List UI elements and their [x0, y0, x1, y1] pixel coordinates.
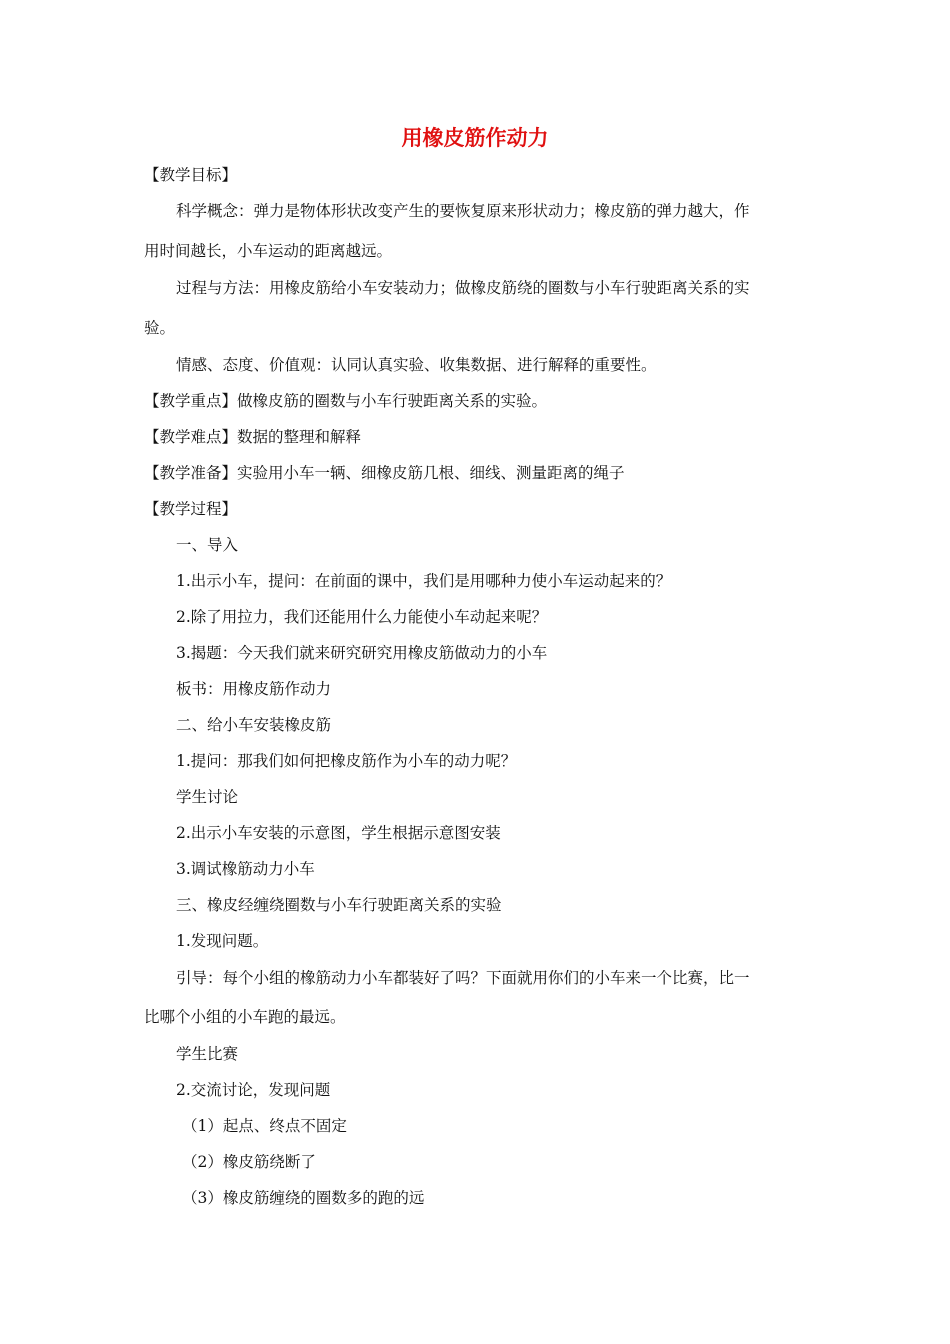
section-heading-preparation: 【教学准备】实验用小车一辆、细橡皮筋几根、细线、测量距离的绳子: [144, 464, 625, 482]
list-item: 2.交流讨论，发现问题: [176, 1081, 331, 1099]
paragraph-line: 引导：每个小组的橡筋动力小车都装好了吗？下面就用你们的小车来一个比赛，比一: [176, 969, 750, 987]
list-item: 3.调试橡筋动力小车: [176, 860, 315, 878]
list-item: 1.提问：那我们如何把橡皮筋作为小车的动力呢？: [176, 752, 517, 770]
paragraph-line: 科学概念：弹力是物体形状改变产生的要恢复原来形状动力；橡皮筋的弹力越大，作: [176, 202, 750, 220]
paragraph-line: 比哪个小组的小车跑的最远。: [144, 1008, 346, 1026]
list-item: 1.发现问题。: [176, 932, 269, 950]
section-heading-key-point: 【教学重点】做橡皮筋的圈数与小车行驶距离关系的实验。: [144, 392, 548, 410]
subsection-heading: 二、给小车安装橡皮筋: [176, 716, 332, 734]
list-item: （3）橡皮筋缠绕的圈数多的跑的远: [182, 1189, 425, 1207]
section-heading-difficulty: 【教学难点】数据的整理和解释: [144, 428, 362, 446]
paragraph-line: 情感、态度、价值观：认同认真实验、收集数据、进行解释的重要性。: [176, 356, 657, 374]
paragraph-line: 验。: [144, 319, 176, 337]
section-heading-objectives: 【教学目标】: [144, 166, 238, 184]
list-item: 1.出示小车，提问：在前面的课中，我们是用哪种力使小车运动起来的？: [176, 572, 672, 590]
paragraph-line: 过程与方法：用橡皮筋给小车安装动力；做橡皮筋绕的圈数与小车行驶距离关系的实: [176, 279, 750, 297]
list-item: 2.出示小车安装的示意图，学生根据示意图安装: [176, 824, 501, 842]
list-item: 3.揭题：今天我们就来研究研究用橡皮筋做动力的小车: [176, 644, 548, 662]
section-heading-process: 【教学过程】: [144, 500, 238, 518]
list-item: （1）起点、终点不固定: [182, 1117, 347, 1135]
paragraph-line: 学生讨论: [176, 788, 239, 806]
paragraph-line: 板书：用橡皮筋作动力: [176, 680, 332, 698]
paragraph-line: 学生比赛: [176, 1045, 239, 1063]
subsection-heading: 三、橡皮经缠绕圈数与小车行驶距离关系的实验: [176, 896, 502, 914]
subsection-heading: 一、导入: [176, 536, 239, 554]
list-item: 2.除了用拉力，我们还能用什么力能使小车动起来呢？: [176, 608, 548, 626]
list-item: （2）橡皮筋绕断了: [182, 1153, 316, 1171]
page-title: 用橡皮筋作动力: [401, 126, 549, 150]
paragraph-line: 用时间越长，小车运动的距离越远。: [144, 242, 393, 260]
